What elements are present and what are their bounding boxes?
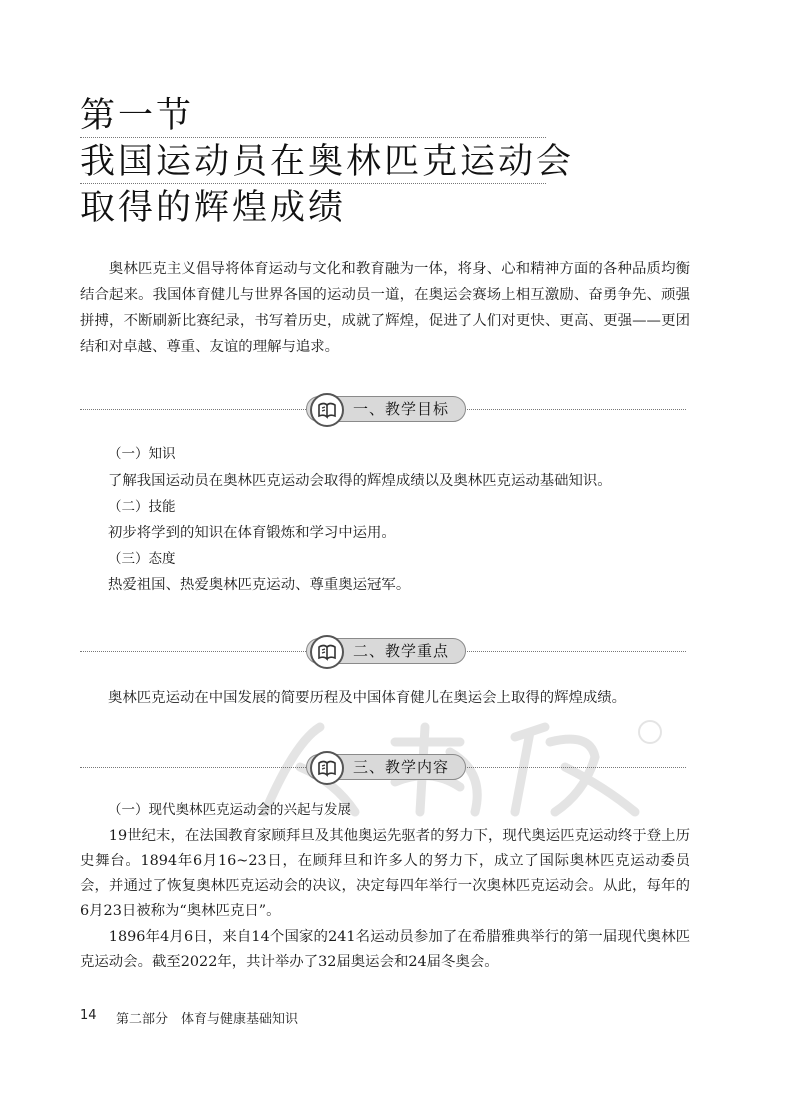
- focus-text: 奥林匹克运动在中国发展的简要历程及中国体育健儿在奥运会上取得的辉煌成绩。: [108, 690, 627, 706]
- goal-skill-label: （二）技能: [108, 499, 176, 515]
- running-footer: 第二部分 体育与健康基础知识: [116, 1012, 299, 1027]
- section-heading-content: 三、教学内容: [353, 758, 450, 776]
- book-page-icon: [310, 393, 344, 427]
- page-number: 14: [80, 1008, 97, 1023]
- title-rule-2: [80, 183, 546, 184]
- page-title-line-2: 取得的辉煌成绩: [80, 188, 347, 228]
- section-heading-focus: 二、教学重点: [353, 642, 450, 660]
- goal-attitude-text: 热爱祖国、热爱奥林匹克运动、尊重奥运冠军。: [108, 577, 411, 593]
- content-paragraph-2: 1896年4月6日，来自14个国家的241名运动员参加了在希腊雅典举行的第一届现代奥林匹克运动会。截至2022年，共计举办了32届奥运会和24届冬奥会。: [80, 929, 690, 970]
- content-subheading: （一）现代奥林匹克运动会的兴起与发展: [108, 802, 351, 818]
- goal-knowledge-text: 了解我国运动员在奥林匹克运动会取得的辉煌成绩以及奥林匹克运动基础知识。: [108, 473, 612, 489]
- section-banner-content: [306, 754, 466, 780]
- page-title-line-1: 我国运动员在奥林匹克运动会: [80, 142, 575, 182]
- section-number: 第一节: [80, 96, 195, 136]
- title-rule-1: [80, 137, 546, 138]
- content-paragraph-1: 19世纪末，在法国教育家顾拜旦及其他奥运先驱者的努力下，现代奥运匹克运动终于登上历史舞台。1894年6月16~23日，在顾拜旦和许多人的努力下，成立了国际奥林匹克运动委员会，并通过了恢复奥林匹克运动会的决议，决定每四年举行一次奥林匹克运动会。从此，每年的6月23日被称为“奥林匹克日”。: [80, 828, 690, 919]
- goal-attitude-label: （三）态度: [108, 551, 176, 567]
- section-banner-focus: [306, 638, 466, 664]
- book-page-icon: [310, 635, 344, 669]
- goal-knowledge-label: （一）知识: [108, 446, 176, 462]
- section-heading-goals: 一、教学目标: [353, 400, 450, 418]
- section-banner-goals: [306, 396, 466, 422]
- intro-paragraph: 奥林匹克主义倡导将体育运动与文化和教育融为一体，将身、心和精神方面的各种品质均衡结合起来。我国体育健儿与世界各国的运动员一道，在奥运会赛场上相互激励、奋勇争先、顽强拼搏，不断刷新比赛纪录，书写着历史，成就了辉煌，促进了人们对更快、更高、更强——更团结和对卓越、尊重、友谊的理解与追求。: [80, 261, 690, 355]
- book-page-icon: [310, 751, 344, 785]
- goal-skill-text: 初步将学到的知识在体育锻炼和学习中运用。: [108, 525, 396, 541]
